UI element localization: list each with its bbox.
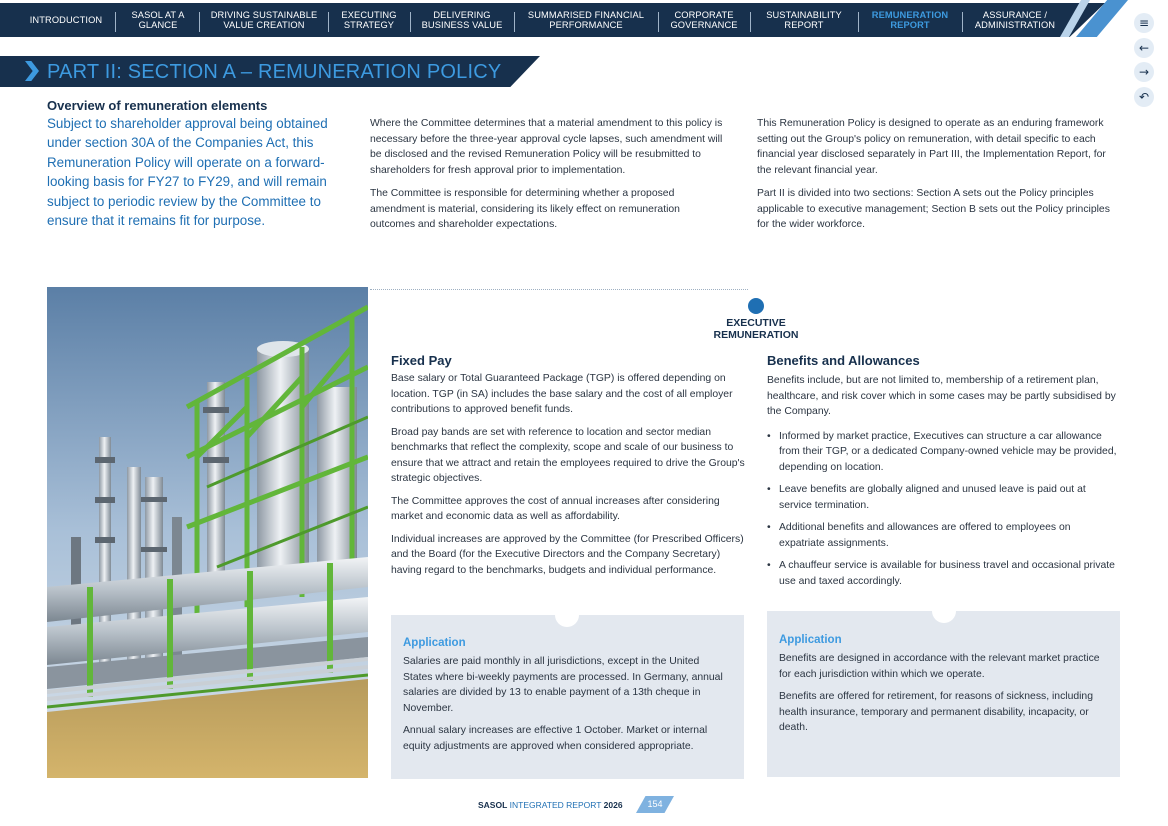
nav-divider (115, 12, 116, 32)
benefits-intro: Benefits include, but are not limited to, membership of a retirement plan, healthcare, and risk cover which in some cases may be partly subsidised by the Company. (767, 375, 1116, 417)
nav-divider (328, 12, 329, 32)
footer-brand: SASOL (478, 800, 508, 810)
nav-item-executing-strategy[interactable]: EXECUTING STRATEGY (341, 9, 397, 30)
footer-report-name: INTEGRATED REPORT (509, 800, 602, 810)
nav-item-corporate-governance[interactable]: CORPORATE GOVERNANCE (670, 9, 738, 30)
executive-remuneration-label: EXECUTIVE REMUNERATION (713, 317, 799, 341)
overview-text: Subject to shareholder approval being obtained under section 30A of the Companies Act, this Remuneration Policy will operate on a forward-looking basis for FY27 to FY29, and will remain subject to periodic review by the Committee to ensure that it remains fit for purpose. (47, 116, 328, 229)
footer-year: 2026 (603, 800, 623, 810)
application-paragraph: Salaries are paid monthly in all jurisdictions, except in the United States where bi-weekly payments are processed. In Germany, annual salaries are divided by 13 to enable payment of a 13th cheque in November. (403, 656, 723, 714)
benefits-application-text (779, 651, 1109, 743)
list-item: • Leave benefits are globally aligned and unused leave is paid out at service termination. (767, 482, 1119, 513)
back-icon[interactable]: ↶ (1134, 87, 1154, 107)
benefits-application-panel (767, 611, 1120, 777)
menu-icon[interactable]: ≡ (1134, 13, 1154, 33)
fixed-pay-application-heading: Application (403, 637, 466, 649)
nav-divider (199, 12, 200, 32)
nav-item-remuneration-report[interactable]: REMUNERATION REPORT (871, 9, 949, 30)
arrow-left-icon[interactable]: ← (1134, 38, 1154, 58)
fixed-pay-body (391, 371, 745, 585)
list-item: • Informed by market practice, Executives can structure a car allowance from their TGP, or a dedicated Company-owned vehicle may be provided, depending on location. (767, 429, 1119, 476)
nav-divider (410, 12, 411, 32)
nav-divider (858, 12, 859, 32)
overview-heading: Overview of remuneration elements (47, 98, 268, 113)
nav-item-delivering-business-value[interactable]: DELIVERING BUSINESS VALUE (421, 9, 503, 30)
benefits-bullet-list (767, 429, 1119, 590)
benefits-heading: Benefits and Allowances (767, 353, 920, 368)
nav-item-sustainability-report[interactable]: SUSTAINABILITY REPORT (766, 9, 842, 30)
nav-divider (658, 12, 659, 32)
refinery-photo (47, 287, 368, 778)
application-paragraph: Benefits are offered for retirement, for reasons of sickness, including health insurance, temporary and permanent disability, incapacity, or death. (779, 691, 1093, 733)
list-item: • A chauffeur service is available for business travel and occasional private use and taxed accordingly. (767, 558, 1119, 589)
nav-item-summarised-financial-performance[interactable]: SUMMARISED FINANCIAL PERFORMANCE (527, 9, 645, 30)
fixed-pay-paragraph: Broad pay bands are set with reference to location and sector median benchmarks that reflect the complexity, scope and scale of our business to ensure that we attract and retain the employees required to drive the Group's strategic objectives. (391, 426, 745, 484)
intro-column-2-paragraph: The Committee is responsible for determining whether a proposed amendment is material, considering its likely effect on remuneration outcomes and shareholder expectations. (370, 188, 680, 230)
section-marker-dot (748, 298, 764, 314)
fixed-pay-paragraph: Base salary or Total Guaranteed Package (TGP) is offered depending on location. TGP (in SA) includes the base salary and the cost of all employer contributions to approved benefit funds. (391, 373, 733, 415)
nav-item-driving-sustainable-value[interactable]: DRIVING SUSTAINABLE VALUE CREATION (210, 9, 318, 30)
intro-column-2 (370, 116, 726, 241)
fixed-pay-application-text (403, 654, 731, 761)
nav-divider (962, 12, 963, 32)
panel-notch (932, 611, 956, 623)
application-paragraph: Benefits are designed in accordance with the relevant market practice for each jurisdiction within which we operate. (779, 653, 1100, 680)
page-number: 154 (647, 799, 663, 809)
application-paragraph: Annual salary increases are effective 1 October. Market or internal equity adjustments are approved when considered appropriate. (403, 725, 708, 752)
dotted-divider (370, 289, 748, 290)
fixed-pay-heading: Fixed Pay (391, 353, 452, 368)
nav-item-sasol-at-a-glance[interactable]: SASOL AT A GLANCE (131, 9, 185, 30)
fixed-pay-application-panel (391, 615, 744, 779)
fixed-pay-paragraph: Individual increases are approved by the Committee (for Prescribed Officers) and the Board (for the Executive Directors and the Company Secretary) having regard to the benchmarks, budgets and individual performance. (391, 533, 744, 576)
nav-divider (514, 12, 515, 32)
intro-column-2-paragraph: Where the Committee determines that a material amendment to this policy is necessary before the three-year approval cycle lapses, such amendment will be disclosed and the revised Remuneration Policy will be resubmitted to shareholders for fresh approval prior to implementation. (370, 118, 723, 176)
panel-notch (555, 615, 579, 627)
nav-item-assurance-administration[interactable]: ASSURANCE / ADMINISTRATION (974, 9, 1056, 30)
intro-column-3-paragraph: Part II is divided into two sections: Section A sets out the Policy principles applicable to executive management; Section B sets out the Policy principles for the wider workforce. (757, 188, 1110, 230)
benefits-application-heading: Application (779, 634, 842, 646)
arrow-right-icon[interactable]: → (1134, 62, 1154, 82)
nav-divider (750, 12, 751, 32)
nav-item-introduction[interactable]: INTRODUCTION (29, 14, 103, 25)
fixed-pay-paragraph: The Committee approves the cost of annual increases after considering market and economic data as well as affordability. (391, 495, 720, 522)
benefits-body (767, 373, 1119, 596)
intro-column-3-paragraph: This Remuneration Policy is designed to operate as an enduring framework setting out the Group's policy on remuneration, with detail specific to each financial year disclosed separately in Part III, the Implementation Report, for the relevant financial year. (757, 118, 1106, 176)
list-item: • Additional benefits and allowances are offered to employees on expatriate assignments. (767, 520, 1119, 551)
page-footer (478, 799, 623, 811)
section-title: PART II: SECTION A – REMUNERATION POLICY (47, 61, 502, 83)
intro-column-3 (757, 116, 1119, 241)
